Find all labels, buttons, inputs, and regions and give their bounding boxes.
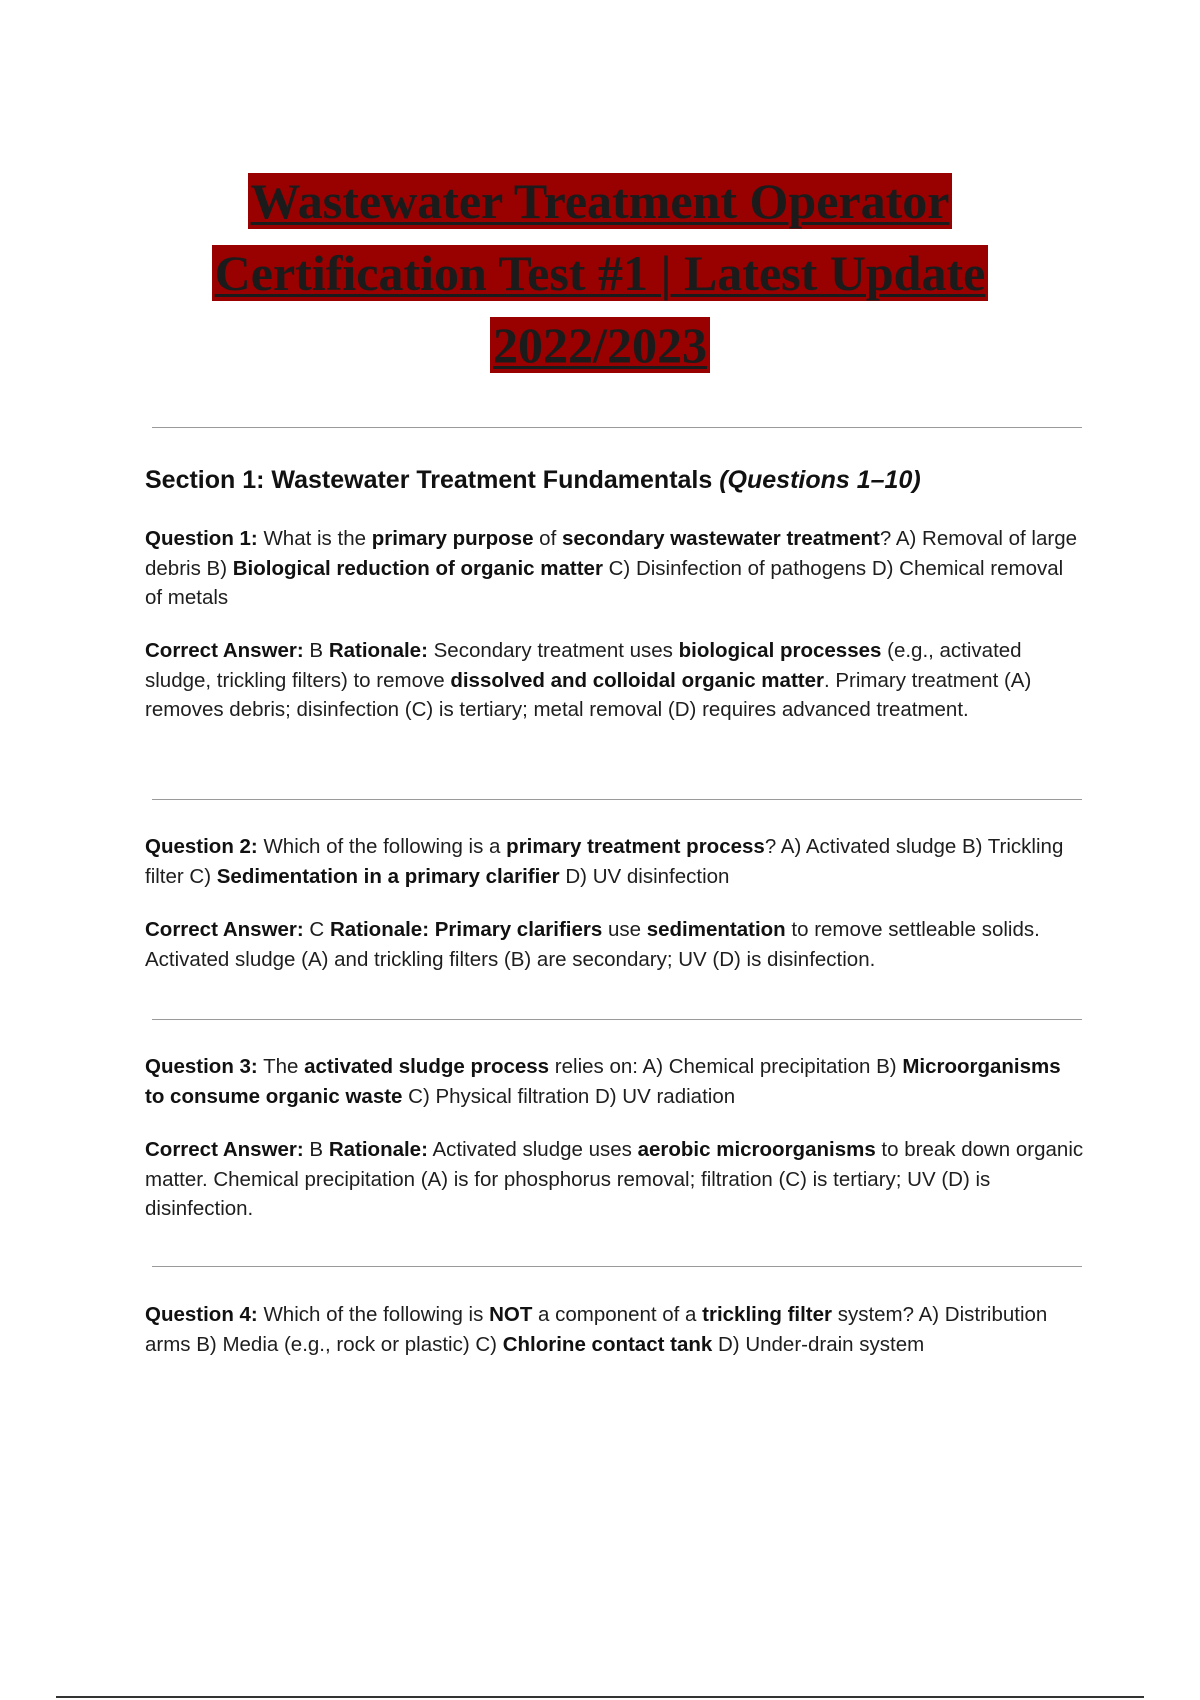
question-text: Which of the following is a	[257, 835, 507, 858]
rationale-emphasis: biological processes	[678, 639, 882, 662]
question-4	[145, 1300, 1085, 1359]
rationale-label: Rationale:	[328, 1138, 428, 1161]
rationale-text: . Primary treatment (A) removes debris; disinfection (C) is tertiary; metal removal (D) requires advanced treatment.	[145, 668, 1032, 721]
answer-value: B	[303, 639, 329, 662]
question-label: Question 4:	[145, 1303, 258, 1326]
rationale-emphasis: Primary clarifiers	[429, 918, 603, 941]
question-text: relies on: A) Chemical precipitation B)	[549, 1055, 903, 1078]
answer-2	[145, 915, 1085, 974]
rationale-text: Secondary treatment uses	[427, 639, 679, 662]
question-emphasis: Chlorine contact tank	[502, 1332, 713, 1356]
section-label: Section 1: Wastewater Treatment Fundamentals	[145, 466, 713, 494]
page-bottom-rule	[56, 1696, 1144, 1698]
answer-value: C	[303, 918, 330, 941]
question-emphasis: Biological reduction of organic matter	[232, 556, 603, 580]
question-emphasis: Microorganisms to consume organic waste	[145, 1055, 1061, 1108]
answer-label: Correct Answer:	[145, 639, 304, 662]
question-label: Question 1:	[145, 527, 258, 550]
rationale-text: (e.g., activated sludge, trickling filters) to remove	[145, 639, 1022, 692]
question-text: ? A) Activated sludge B) Trickling filter C)	[145, 835, 1064, 888]
title-line-1: Wastewater Treatment Operator	[248, 173, 953, 229]
divider	[152, 1019, 1082, 1020]
rationale-label: Rationale:	[329, 918, 430, 941]
question-text: ? A) Removal of large debris B)	[145, 527, 1077, 580]
divider	[152, 1266, 1082, 1267]
rationale-emphasis: dissolved and colloidal organic matter	[450, 668, 824, 692]
question-3	[145, 1052, 1085, 1111]
question-label: Question 2:	[145, 835, 258, 858]
divider	[152, 799, 1082, 800]
rationale-text: to break down organic matter. Chemical precipitation (A) is for phosphorus removal; filtration (C) is tertiary; UV (D) is disinfection.	[145, 1138, 1084, 1220]
question-text: D) Under-drain system	[712, 1332, 925, 1356]
rationale-emphasis: aerobic microorganisms	[637, 1138, 876, 1161]
answer-1	[145, 636, 1085, 725]
question-emphasis: trickling filter	[702, 1303, 833, 1326]
answer-label: Correct Answer:	[145, 918, 304, 941]
rationale-text: Activated sludge uses	[427, 1138, 638, 1161]
question-emphasis: NOT	[489, 1303, 533, 1326]
question-text: What is the	[257, 527, 372, 550]
rationale-text: to remove settleable solids. Activated sludge (A) and trickling filters (B) are secondary; UV (D) is disinfection.	[145, 918, 1040, 971]
section-range: (Questions 1–10)	[719, 466, 921, 494]
question-2	[145, 832, 1085, 891]
question-text: system? A) Distribution arms B) Media (e.g., rock or plastic) C)	[145, 1303, 1048, 1356]
question-text: Which of the following is	[257, 1303, 490, 1326]
question-emphasis: secondary wastewater treatment	[561, 527, 880, 550]
question-label: Question 3:	[145, 1055, 258, 1078]
question-text: a component of a	[532, 1303, 703, 1326]
answer-3	[145, 1135, 1085, 1224]
divider	[152, 427, 1082, 428]
section-heading	[145, 466, 921, 495]
answer-label: Correct Answer:	[145, 1138, 304, 1161]
title-line-2: Certification Test #1 | Latest Update	[212, 245, 989, 301]
document-title	[0, 165, 1200, 381]
rationale-label: Rationale:	[328, 639, 428, 662]
title-line-3: 2022/2023	[490, 317, 710, 373]
rationale-text: use	[602, 918, 647, 941]
question-emphasis: primary treatment process	[506, 835, 765, 858]
question-text: C) Physical filtration D) UV radiation	[402, 1084, 736, 1108]
question-text: D) UV disinfection	[559, 864, 730, 888]
answer-value: B	[303, 1138, 329, 1161]
question-emphasis: activated sludge process	[304, 1055, 550, 1078]
question-text: of	[533, 527, 562, 550]
question-text: The	[257, 1055, 305, 1078]
question-1	[145, 524, 1085, 613]
question-emphasis: primary purpose	[371, 527, 534, 550]
question-emphasis: Sedimentation in a primary clarifier	[216, 864, 560, 888]
rationale-emphasis: sedimentation	[646, 918, 786, 941]
question-text: C) Disinfection of pathogens D) Chemical removal of metals	[145, 556, 1064, 609]
